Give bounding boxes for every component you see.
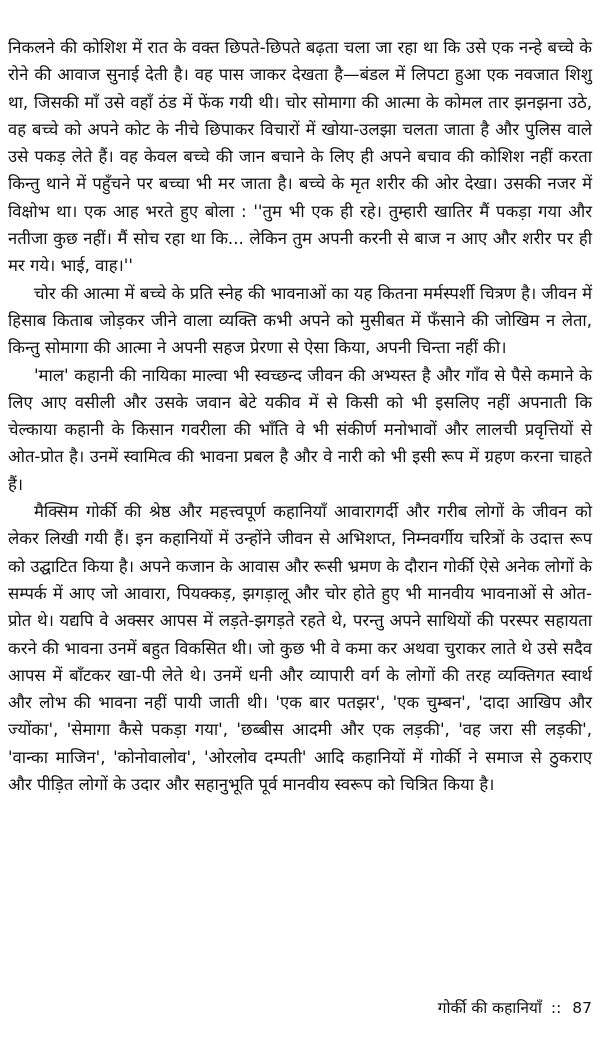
paragraph-4: मैक्सिम गोर्की की श्रेष्ठ और महत्त्वपूर्ण कहानियाँ आवारागर्दी और गरीब लोगों के जीवन को लेकर लिखी गयी हैं। इन कहानियों में उन्होंने जीवन से अभिशप्त, निम्नवर्गीय चरित्रों के उदात्त रूप को उद्घाटित किया है। अपने कजान के आवास और रूसी भ्रमण के दौरान गोर्की ऐसे अनेक लोगों के सम्पर्क में आए जो आवारा, पियक्कड़, झगड़ालू और चोर होते हुए भी मानवीय भावनाओं से ओत-प्रोत थे। यद्यपि वे अक्सर आपस में लड़ते-झगड़ते रहते थे, परन्तु अपने साथियों की परस्पर सहायता करने की भावना उनमें बहुत विकसित थी। जो कुछ भी वे कमा कर अथवा चुराकर लाते थे उसे सदैव आपस में बाँटकर खा-पी लेते थे। उनमें धनी और व्यापारी वर्ग के लोगों की तरह व्यक्तिगत स्वार्थ और लोभ की भावना नहीं पायी जाती थी। 'एक बार पतझर', 'एक चुम्बन', 'दादा आखिप और ज्योंका', 'सेमागा कैसे पकड़ा गया', 'छब्बीस आदमी और एक लड़की', 'वह जरा सी लड़की', 'वान्का माजिन', 'कोनोवालोव', 'ओरलोव दम्पती' आदि कहानियों में गोर्की ने समाज से ठुकराए और पीड़ित लोगों के उदार और सहानुभूति पूर्व मानवीय स्वरूप को चित्रित किया है।: [8, 502, 592, 795]
body-text: [8, 34, 592, 798]
page-footer: [438, 996, 592, 1018]
paragraph-1: निकलने की कोशिश में रात के वक्त छिपते-छिपते बढ़ता चला जा रहा था कि उसे एक नन्हे बच्चे के रोने की आवाज सुनाई देती है। वह पास जाकर देखता है—बंडल में लिपटा हुआ एक नवजात शिशु था, जिसकी माँ उसे वहाँ ठंड में फेंक गयी थी। चोर सोमागा की आत्मा के कोमल तार झनझना उठे, वह बच्चे को अपने कोट के नीचे छिपाकर विचारों में खोया-उलझा चलता जाता है और पुलिस वाले उसे पकड़ लेते हैं। वह केवल बच्चे की जान बचाने के लिए ही अपने बचाव की कोशिश नहीं करता किन्तु थाने में पहुँचने पर बच्चा भी मर जाता है। बच्चे के मृत शरीर की ओर देखा। उसकी नजर में विक्षोभ था। एक आह भरते हुए बोला : ''तुम भी एक ही रहे। तुम्हारी खातिर मैं पकड़ा गया और नतीजा कुछ नहीं। मैं सोच रहा था कि... लेकिन तुम अपनी करनी से बाज न आए और शरीर पर ही मर गये। भाई, वाह।'': [8, 38, 592, 276]
paragraph-2: चोर की आत्मा में बच्चे के प्रति स्नेह की भावनाओं का यह कितना मर्मस्पर्शी चित्रण है। जीवन में हिसाब किताब जोड़कर जीने वाला व्यक्ति कभी अपने को मुसीबत में फँसाने की जोखिम न लेता, किन्तु सोमागा की आत्मा ने अपनी सहज प्रेरणा से ऐसा किया, अपनी चिन्ता नहीं की।: [8, 283, 592, 358]
page-number: 87: [572, 999, 592, 1017]
paragraph-3: 'माल' कहानी की नायिका माल्वा भी स्वच्छन्द जीवन की अभ्यस्त है और गाँव से पैसे कमाने के लिए आए वसीली और उसके जवान बेटे यकीव में से किसी को भी इसलिए नहीं अपनाती कि चेल्काया कहानी के किसान गवरीला की भाँति वे भी संकीर्ण मनोभावों और लालची प्रवृत्तियों से ओत-प्रोत है। उनमें स्वामित्व की भावना प्रबल है और वे नारी को भी इसी रूप में ग्रहण करना चाहते हैं।: [8, 365, 592, 494]
running-title: गोर्की की कहानियाँ: [437, 999, 542, 1017]
footer-separator: ::: [550, 999, 562, 1017]
